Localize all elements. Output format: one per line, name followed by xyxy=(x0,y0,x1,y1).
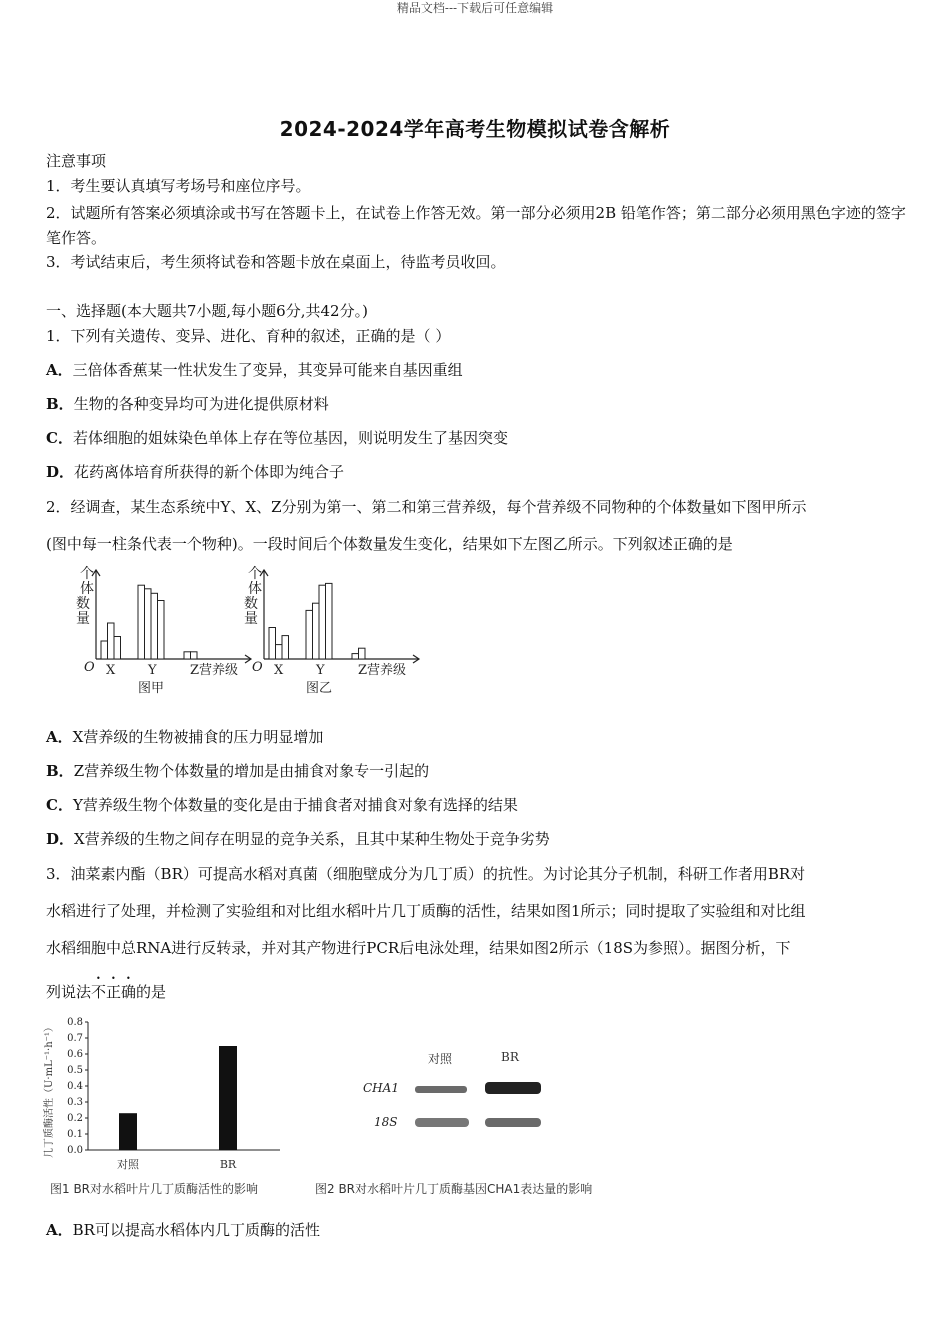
category-label: Z营养级 xyxy=(190,663,239,678)
bar xyxy=(108,623,115,659)
section-heading: 一、选择题(本大题共7小题,每小题6分,共42分。) xyxy=(46,302,368,320)
option-letter: A． xyxy=(46,728,73,746)
bar xyxy=(101,641,108,659)
q1-option-a xyxy=(46,359,910,381)
figure-1-chart xyxy=(40,1010,300,1200)
gel-band xyxy=(485,1118,541,1127)
bar xyxy=(145,589,152,659)
y-axis-label-char: 个 xyxy=(80,566,94,582)
chart-title: 图甲 xyxy=(138,681,165,696)
category-label: Z营养级 xyxy=(358,663,407,678)
q2-stem-line2: (图中每一柱条代表一个物种)。一段时间后个体数量发生变化，结果如下左图乙所示。下列叙述正确的是 xyxy=(46,535,733,553)
figure-jia-yi xyxy=(70,562,430,702)
q3-stem-line3: 水稻细胞中总RNA进行反转录，并对其产物进行PCR后电泳处理，结果如图2所示（18S为参照）。据图分析，下 xyxy=(46,939,791,957)
y-axis-label-char: 体 xyxy=(80,581,94,597)
y-tick-label: 0.4 xyxy=(67,1081,83,1092)
bar xyxy=(158,601,165,660)
page-title: 2024-2024学年高考生物模拟试卷含解析 xyxy=(279,117,671,141)
gel-lane-label: 对照 xyxy=(428,1052,453,1066)
bar xyxy=(359,648,366,659)
category-label: 对照 xyxy=(117,1158,139,1171)
y-tick-label: 0.8 xyxy=(67,1017,83,1028)
option-letter: C． xyxy=(46,796,73,814)
option-letter: A． xyxy=(46,361,73,379)
y-axis-label-char: 数 xyxy=(244,596,258,612)
gel-band xyxy=(415,1118,469,1127)
q3-text: 列说法 xyxy=(46,983,92,1001)
option-letter: C． xyxy=(46,429,73,447)
bar xyxy=(326,583,333,659)
category-label: X xyxy=(274,663,284,678)
y-tick-label: 0.2 xyxy=(67,1113,83,1124)
option-text: 若体细胞的姐妹染色单体上存在等位基因，则说明发生了基因突变 xyxy=(72,429,508,447)
q3-emphasis-text: 不正确 xyxy=(91,983,137,1001)
q2-option-c xyxy=(46,794,910,816)
q1-stem: 1．下列有关遗传、变异、进化、育种的叙述，正确的是（ ） xyxy=(46,327,451,345)
y-axis-label-char: 体 xyxy=(248,581,262,597)
category-label: Y xyxy=(316,663,325,678)
gel-lane-label: BR xyxy=(501,1050,519,1064)
y-axis-label: 几丁质酶活性（U·mL⁻¹·h⁻¹） xyxy=(44,1022,55,1158)
q1-option-d xyxy=(46,461,910,483)
gel-row-label: CHA1 xyxy=(363,1081,399,1095)
figure-1-caption: 图1 BR对水稻叶片几丁质酶活性的影响 xyxy=(50,1182,259,1196)
y-tick-label: 0.1 xyxy=(67,1129,83,1140)
bar xyxy=(138,585,145,659)
q2-stem-line1: 2．经调查，某生态系统中Y、X、Z分别为第一、第二和第三营养级，每个营养级不同物种的个体数量如下图甲所示 xyxy=(46,498,807,516)
notice-heading: 注意事项 xyxy=(46,152,107,170)
notice-item-2: 2．试题所有答案必须填涂或书写在答题卡上，在试卷上作答无效。第一部分必须用2B 铅笔作答；第二部分必须用黑色字迹的签字笔作答。 xyxy=(46,204,906,247)
bar xyxy=(276,645,283,659)
q2-option-b xyxy=(46,760,910,782)
bar xyxy=(191,652,198,659)
y-axis-label-char: 量 xyxy=(76,611,90,627)
bar xyxy=(313,603,320,659)
notice-item-3: 3．考试结束后，考生须将试卷和答题卡放在桌面上，待监考员收回。 xyxy=(46,253,506,271)
bar xyxy=(219,1046,237,1150)
option-text: 三倍体香蕉某一性状发生了变异，其变异可能来自基因重组 xyxy=(72,361,463,379)
option-text: Y营养级生物个体数量的变化是由于捕食者对捕食对象有选择的结果 xyxy=(72,796,518,814)
q2-option-d xyxy=(46,828,910,850)
gel-band xyxy=(415,1086,467,1093)
option-text: BR可以提高水稻体内几丁质酶的活性 xyxy=(72,1221,320,1239)
bar xyxy=(184,652,191,659)
option-text: Z营养级生物个体数量的增加是由捕食对象专一引起的 xyxy=(73,762,430,780)
bar xyxy=(151,593,158,659)
q3-stem-line2: 水稻进行了处理，并检测了实验组和对比组水稻叶片几丁质酶的活性，结果如图1所示；同时提取了实验组和对比组 xyxy=(46,902,806,920)
q3-option-a xyxy=(46,1219,910,1241)
option-text: 生物的各种变异均可为进化提供原材料 xyxy=(73,395,329,413)
notice-item-1: 1．考生要认真填写考场号和座位序号。 xyxy=(46,177,311,195)
bar xyxy=(119,1113,137,1150)
category-label: BR xyxy=(219,1158,237,1171)
y-tick-label: 0.0 xyxy=(67,1145,83,1156)
option-letter: A． xyxy=(46,1221,73,1239)
q3-text: 的是 xyxy=(136,983,167,1001)
origin-label: O xyxy=(84,660,95,675)
chart-jia xyxy=(76,566,251,696)
q1-option-b xyxy=(46,393,910,415)
gel-band xyxy=(485,1082,541,1094)
option-letter: B． xyxy=(46,395,74,413)
option-text: X营养级的生物之间存在明显的竞争关系，且其中某种生物处于竞争劣势 xyxy=(74,830,550,848)
header-note: 精品文档---下载后可任意编辑 xyxy=(396,1,554,15)
chart-title: 图乙 xyxy=(306,681,333,696)
q3-stem-line1: 3．油菜素内酯（BR）可提高水稻对真菌（细胞壁成分为几丁质）的抗性。为讨论其分子机制，科研工作者用BR对 xyxy=(46,865,806,883)
y-tick-label: 0.5 xyxy=(67,1065,83,1076)
bar xyxy=(282,636,289,659)
y-axis-label-char: 数 xyxy=(76,596,90,612)
bar xyxy=(114,637,121,660)
option-letter: D． xyxy=(46,463,75,481)
y-tick-label: 0.3 xyxy=(67,1097,83,1108)
y-tick-label: 0.6 xyxy=(67,1049,83,1060)
y-tick-label: 0.7 xyxy=(67,1033,83,1044)
option-letter: B． xyxy=(46,762,74,780)
bar xyxy=(319,585,326,659)
y-axis-label-char: 个 xyxy=(248,566,262,582)
bar xyxy=(352,654,359,659)
category-label: X xyxy=(106,663,116,678)
q3-stem-line4 xyxy=(46,974,910,1003)
figure-2-caption: 图2 BR对水稻叶片几丁质酶基因CHA1表达量的影响 xyxy=(315,1182,593,1196)
origin-label: O xyxy=(252,660,263,675)
bar xyxy=(269,628,276,660)
chart-yi xyxy=(244,566,419,696)
figure-2-gel xyxy=(355,1050,555,1140)
option-text: X营养级的生物被捕食的压力明显增加 xyxy=(72,728,324,746)
q2-option-a xyxy=(46,726,910,748)
gel-row-label: 18S xyxy=(374,1115,398,1129)
y-axis-label-char: 量 xyxy=(244,611,258,627)
bar xyxy=(306,610,313,659)
option-text: 花药离体培育所获得的新个体即为纯合子 xyxy=(74,463,345,481)
q1-option-c xyxy=(46,427,910,449)
option-letter: D． xyxy=(46,830,75,848)
category-label: Y xyxy=(148,663,157,678)
